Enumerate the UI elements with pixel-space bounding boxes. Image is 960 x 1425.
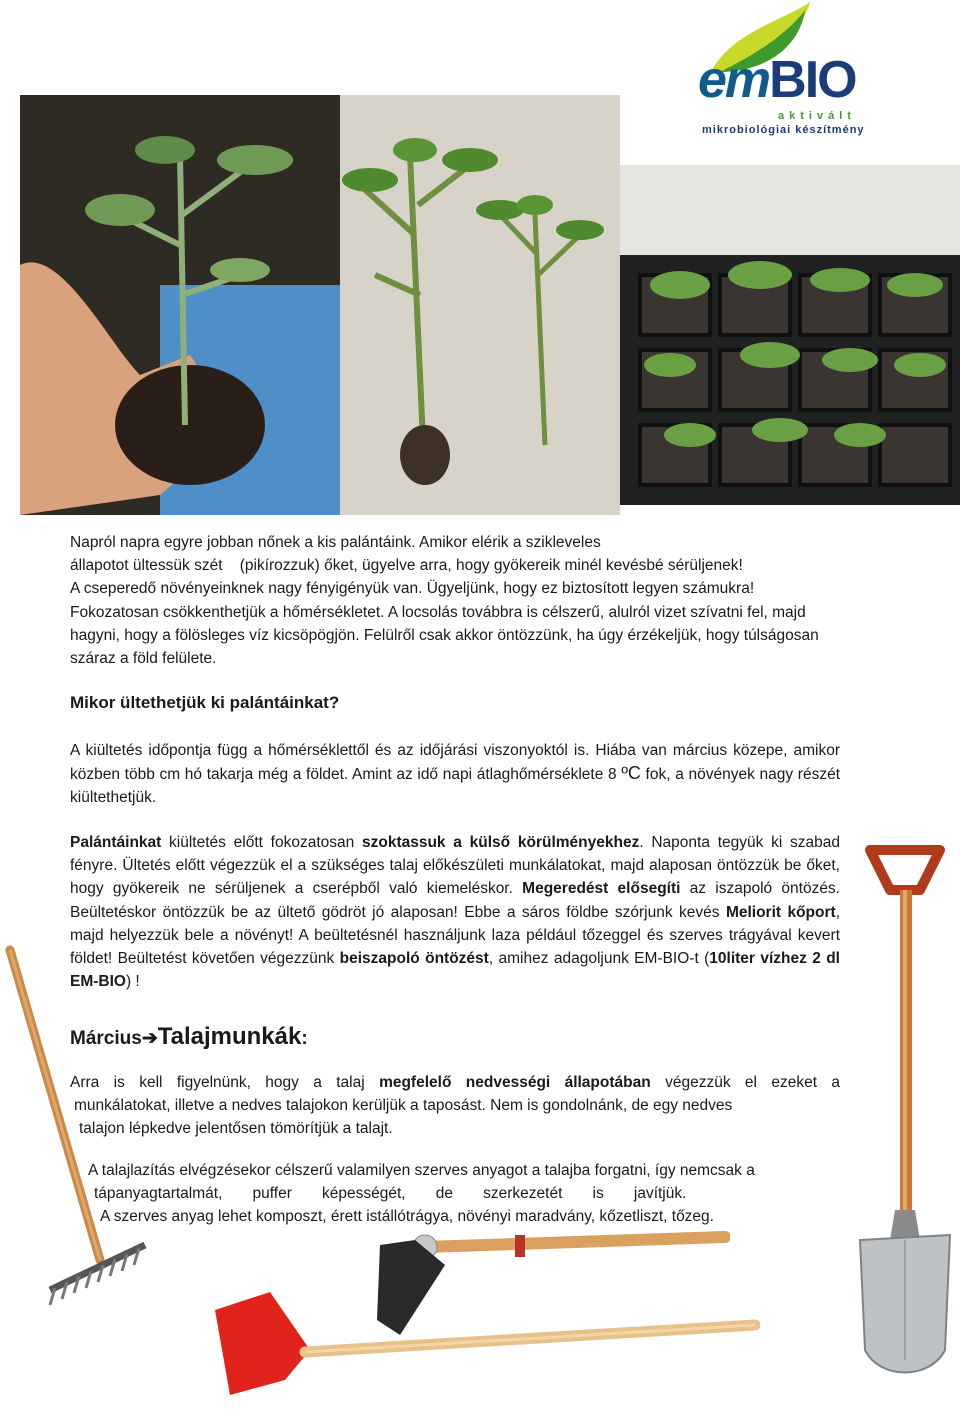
hardening-paragraph — [70, 831, 840, 993]
organic-line-1: A talajlazítás elvégzésekor célszerű valamilyen szerves anyagot a talajba forgatni, így nemcsak a — [88, 1162, 755, 1179]
bold-seedlings: Palántáinkat — [70, 834, 162, 851]
bold-moisture: megfelelő nedvességi állapotában — [379, 1074, 651, 1091]
bold-meliorit: Meliorit kőport — [725, 903, 836, 921]
text-segment: , amihez adagoljunk EM-BIO-t ( — [488, 950, 710, 968]
bold-watering: beiszapoló öntözést — [339, 950, 489, 968]
logo-em: em — [698, 51, 770, 109]
heading-colon: : — [301, 1028, 308, 1049]
planting-text-a: A kiültetés időpontja függ a hőmérséklettől és az időjárási viszonyoktól is. Hiába van március közepe, amikor közben több cm hó takarja még a földet. Amint az idő napi átlaghőmérséklete 8 — [70, 742, 840, 784]
intro-paragraph — [70, 531, 840, 670]
celsius-unit: ºC — [621, 763, 641, 784]
arrow-right-icon: ➔ — [141, 1028, 158, 1049]
embio-logo — [690, 2, 870, 142]
moisture-line-1 — [70, 1071, 840, 1094]
rake-icon — [0, 940, 160, 1320]
shovel-icon — [210, 1290, 760, 1420]
text-segment: kiültetés előtt fokozatosan — [161, 834, 362, 851]
intro-line-4: Fokozatosan csökkenthetjük a hőmérsékletet. A locsolás továbbra is célszerű, alulról vizet szívatni fel, majd hagyni, hogy a fölösleges víz kicsöpögjön. Felülről csak akkor öntözzünk, ha úgy érzékeljük, hogy túlságosan száraz a föld felülete. — [70, 603, 819, 668]
section-heading-planting: Mikor ültethetjük ki palántáinkat? — [70, 693, 340, 712]
text-segment: ) ! — [125, 973, 140, 991]
planting-text-b: fok, a növények nagy részét kiültethetjük. — [70, 766, 840, 807]
text-segment: Arra is kell figyelnünk, hogy a talaj — [70, 1074, 380, 1091]
text-segment: az iszapoló öntözés. Beültetéskor öntözzük be az ültető gödröt jó alaposan! Ebbe a sáros földbe szórjunk kevés — [70, 880, 840, 921]
text-segment: . Naponta tegyük ki szabad fényre. Ültetés előtt végezzük el a szükséges talaj előkészületi munkálatokat, majd alaposan öntözzük be őket, hogy gyökereik ne sérüljenek a cserépből való kiemeléskor. — [70, 834, 841, 898]
intro-line-1: Napról napra egyre jobban nőnek a kis palántáink. Amikor elérik a szikleveles — [70, 534, 601, 551]
heading-march: Március — [70, 1028, 142, 1049]
rake-illustration — [0, 940, 160, 1320]
logo-bio: BIO — [769, 51, 856, 109]
seedling-in-hand-photo — [20, 95, 345, 515]
spade-illustration — [850, 830, 960, 1390]
bold-acclimate: szoktassuk a külső körülményekhez — [361, 834, 640, 851]
moisture-line-3: talajon lépkedve jelentősen tömörítjük a talajt. — [79, 1120, 393, 1138]
planting-time-paragraph — [70, 739, 840, 810]
text-segment: végezzük el ezeket a — [650, 1074, 841, 1091]
moisture-line-2: munkálatokat, illetve a nedves talajokon kerüljük a taposást. Nem is gondolnánk, de egy nedves — [74, 1097, 733, 1115]
text-segment: , majd helyezzük bele a növényt! A beültetésnél használjunk laza például tőzeggel és szerves trágyával kevert földet! Beültetést követően végezzünk — [70, 903, 840, 968]
organic-matter-paragraph — [88, 1159, 840, 1229]
organic-line-2: tápanyagtartalmát, puffer képességét, de szerkezetét is javítjük. — [94, 1185, 687, 1203]
shovel-illustration — [210, 1290, 760, 1420]
bold-rooting: Megeredést elősegíti — [522, 880, 681, 898]
logo-tagline-2: mikrobiológiai készítmény — [702, 124, 865, 136]
moisture-paragraph — [70, 1071, 840, 1141]
organic-line-3: A szerves anyag lehet komposzt, érett istállótrágya, növényi maradvány, kőzetliszt, tőzeg. — [100, 1208, 714, 1226]
bold-dosage: 10liter vízhez 2 dl EM-BIO — [70, 950, 840, 991]
heading-soilwork: Talajmunkák — [157, 1023, 302, 1050]
intro-line-3: A cseperedő növényeinknek nagy fényigényük van. Ügyeljünk, hogy ez biztosított legyen számukra! — [70, 580, 755, 598]
intro-line-2: állapotot ültessük szét (pikírozzuk) őket, ügyelve arra, hogy gyökereik minél kevésbé sérüljenek! — [70, 557, 743, 575]
spade-icon — [850, 830, 960, 1390]
seedlings-on-concrete-photo — [340, 95, 620, 515]
logo-tagline-1: aktivált — [778, 110, 856, 122]
seedlings-in-pots-photo — [620, 165, 960, 505]
